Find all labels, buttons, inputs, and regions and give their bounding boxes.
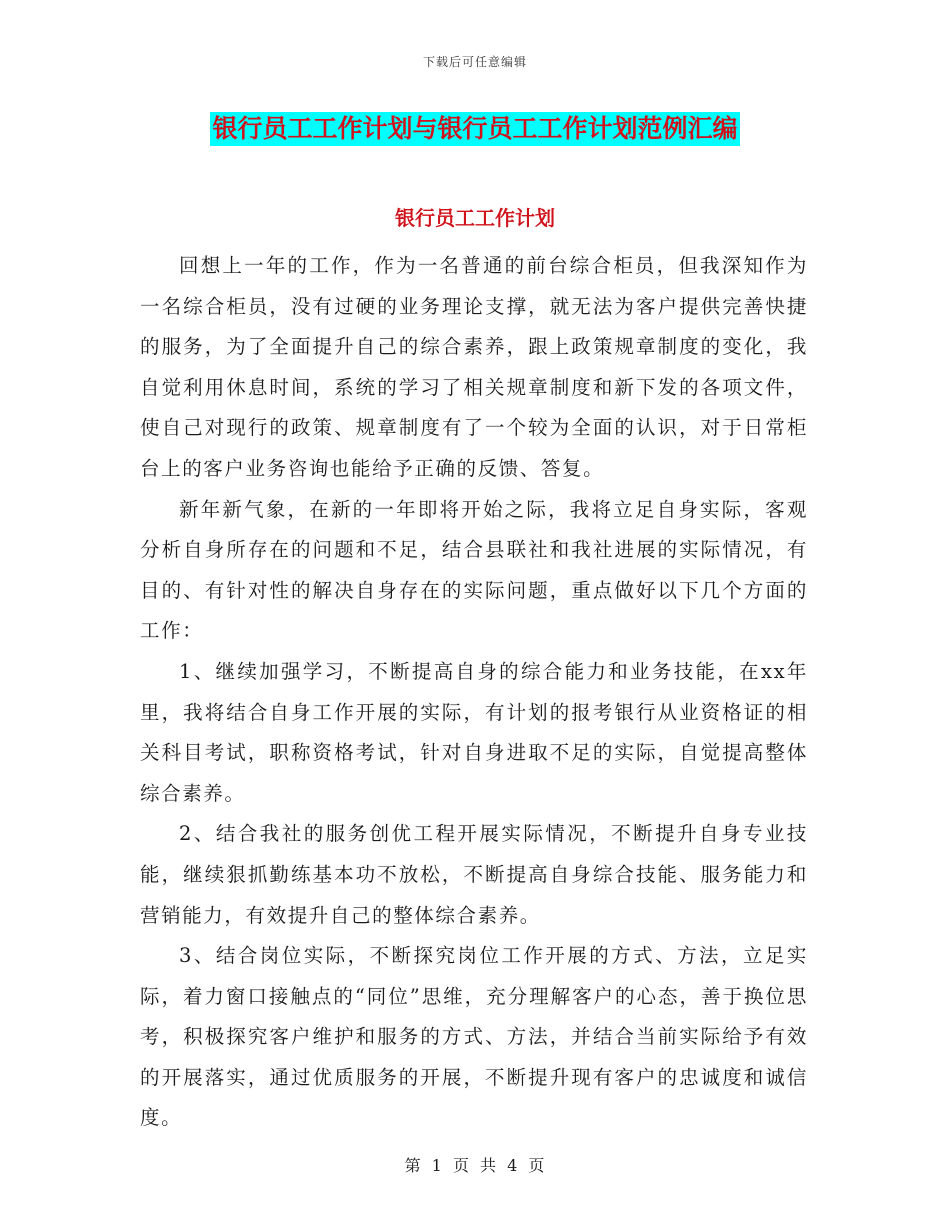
document-body — [140, 246, 808, 1139]
paragraph: 1、继续加强学习，不断提高自身的综合能力和业务技能，在xx年里，我将结合自身工作开展的实际，有计划的报考银行从业资格证的相关科目考试，职称资格考试，针对自身进取不足的实际，自觉提高整体综合素养。 — [140, 659, 808, 805]
paragraph: 2、结合我社的服务创优工程开展实际情况，不断提升自身专业技能，继续狠抓勤练基本功不放松，不断提高自身综合技能、服务能力和营销能力，有效提升自己的整体综合素养。 — [140, 822, 808, 927]
paragraph: 新年新气象，在新的一年即将开始之际，我将立足自身实际，客观分析自身所存在的问题和不足，结合县联社和我社进展的实际情况，有目的、有针对性的解决自身存在的实际问题，重点做好以下几个方面的工作： — [140, 497, 808, 643]
header-note: 下载后可任意编辑 — [422, 55, 527, 69]
paragraph: 3、结合岗位实际，不断探究岗位工作开展的方式、方法，立足实际，着力窗口接触点的“同位”思维，充分理解客户的心态，善于换位思考，积极探究客户维护和服务的方式、方法，并结合当前实际给予有效的开展落实，通过优质服务的开展，不断提升现有客户的忠诚度和诚信度。 — [140, 944, 808, 1130]
section-title: 银行员工工作计划 — [395, 206, 555, 230]
main-title-container — [0, 112, 950, 146]
main-title: 银行员工工作计划与银行员工工作计划范例汇编 — [210, 112, 739, 146]
paragraph: 回想上一年的工作，作为一名普通的前台综合柜员，但我深知作为一名综合柜员，没有过硬的业务理论支撑，就无法为客户提供完善快捷的服务，为了全面提升自己的综合素养，跟上政策规章制度的变化，我自觉利用休息时间，系统的学习了相关规章制度和新下发的各项文件，使自己对现行的政策、规章制度有了一个较为全面的认识，对于日常柜台上的客户业务咨询也能给予正确的反馈、答复。 — [140, 254, 808, 480]
page-number-footer: 第 1 页 共 4 页 — [404, 1156, 546, 1175]
